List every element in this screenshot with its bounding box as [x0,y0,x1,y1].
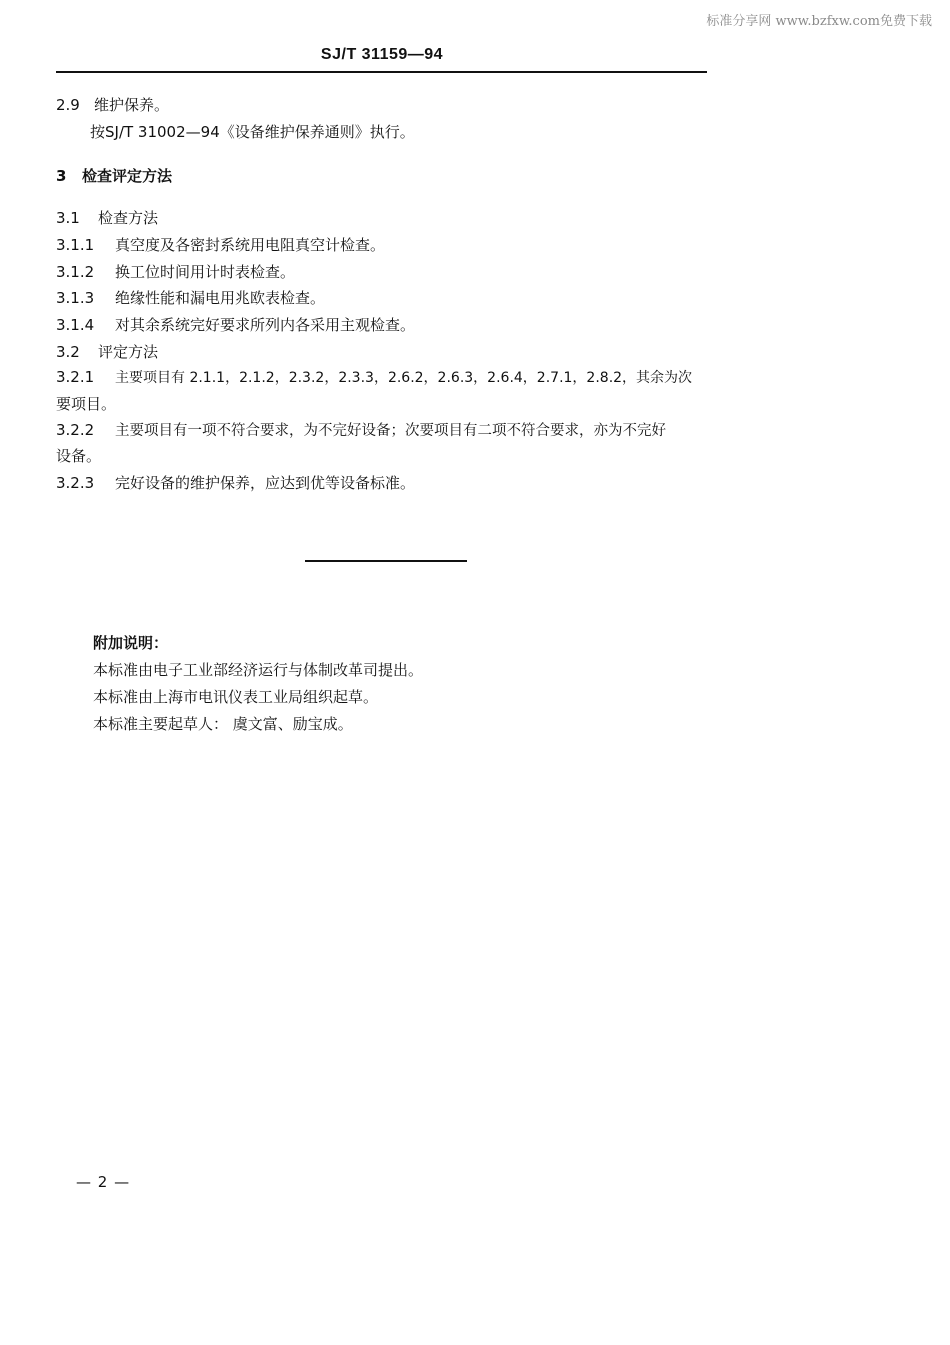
section-number: 3.1.2 [56,263,95,281]
section-title: 维护保养。 [94,96,170,114]
section-text: 对其余系统完好要求所列内各采用主观检查。 [115,316,416,334]
section-text: 换工位时间用计时表检查。 [115,263,296,281]
section-3-1-1 [56,235,385,255]
section-text: 真空度及各密封系统用电阻真空计检查。 [115,236,386,254]
section-3-2-2-line1 [56,420,666,441]
section-title: 评定方法 [98,343,159,361]
section-number: 3.2.1 [56,368,95,386]
section-3-2-1-line2: 要项目。 [56,395,117,413]
additional-note-line: 本标准由电子工业部经济运行与体制改革司提出。 [93,661,424,679]
header-divider [56,71,707,73]
section-2-9-heading [56,95,169,115]
section-title: 检查方法 [98,209,159,227]
section-number: 3.2 [56,343,80,361]
section-3-2-heading [56,342,158,362]
section-number: 3.2.2 [56,421,95,439]
section-3-1-2 [56,262,295,282]
watermark-text: 标准分享网 www.bzfxw.com免费下载 [706,14,932,29]
section-number: 3.2.3 [56,474,95,492]
section-3-1-4 [56,315,415,335]
section-3-heading [56,166,172,186]
section-3-1-3 [56,288,325,308]
section-number: 3.1 [56,209,80,227]
section-3-2-3 [56,473,415,493]
section-text: 绝缘性能和漏电用兆欧表检查。 [115,289,326,307]
section-number: 3 [56,167,67,185]
section-3-2-1-line1 [56,367,692,388]
section-number: 3.1.1 [56,236,95,254]
section-number: 2.9 [56,96,80,114]
additional-note-line: 本标准主要起草人： 虞文富、励宝成。 [93,715,353,733]
section-text: 主要项目有 2.1.1，2.1.2，2.3.2，2.3.3，2.6.2，2.6.3，2.6.4，2.7.1，2.8.2，其余为次 [115,370,693,386]
section-number: 3.1.3 [56,289,95,307]
section-text: 完好设备的维护保养，应达到优等设备标准。 [115,474,416,492]
section-number: 3.1.4 [56,316,95,334]
page-number: — 2 — [76,1173,131,1191]
section-text: 主要项目有一项不符合要求，为不完好设备；次要项目有二项不符合要求，亦为不完好 [115,423,666,439]
section-3-1-heading [56,208,158,228]
additional-note-line: 本标准由上海市电讯仪表工业局组织起草。 [93,688,379,706]
section-3-2-2-line2: 设备。 [56,447,102,465]
end-divider [305,560,467,562]
section-title: 检查评定方法 [82,167,173,185]
standard-code-header: SJ/T 31159—94 [320,46,444,63]
section-2-9-body: 按SJ/T 31002—94《设备维护保养通则》执行。 [90,123,415,141]
additional-notes-title: 附加说明： [93,634,169,652]
